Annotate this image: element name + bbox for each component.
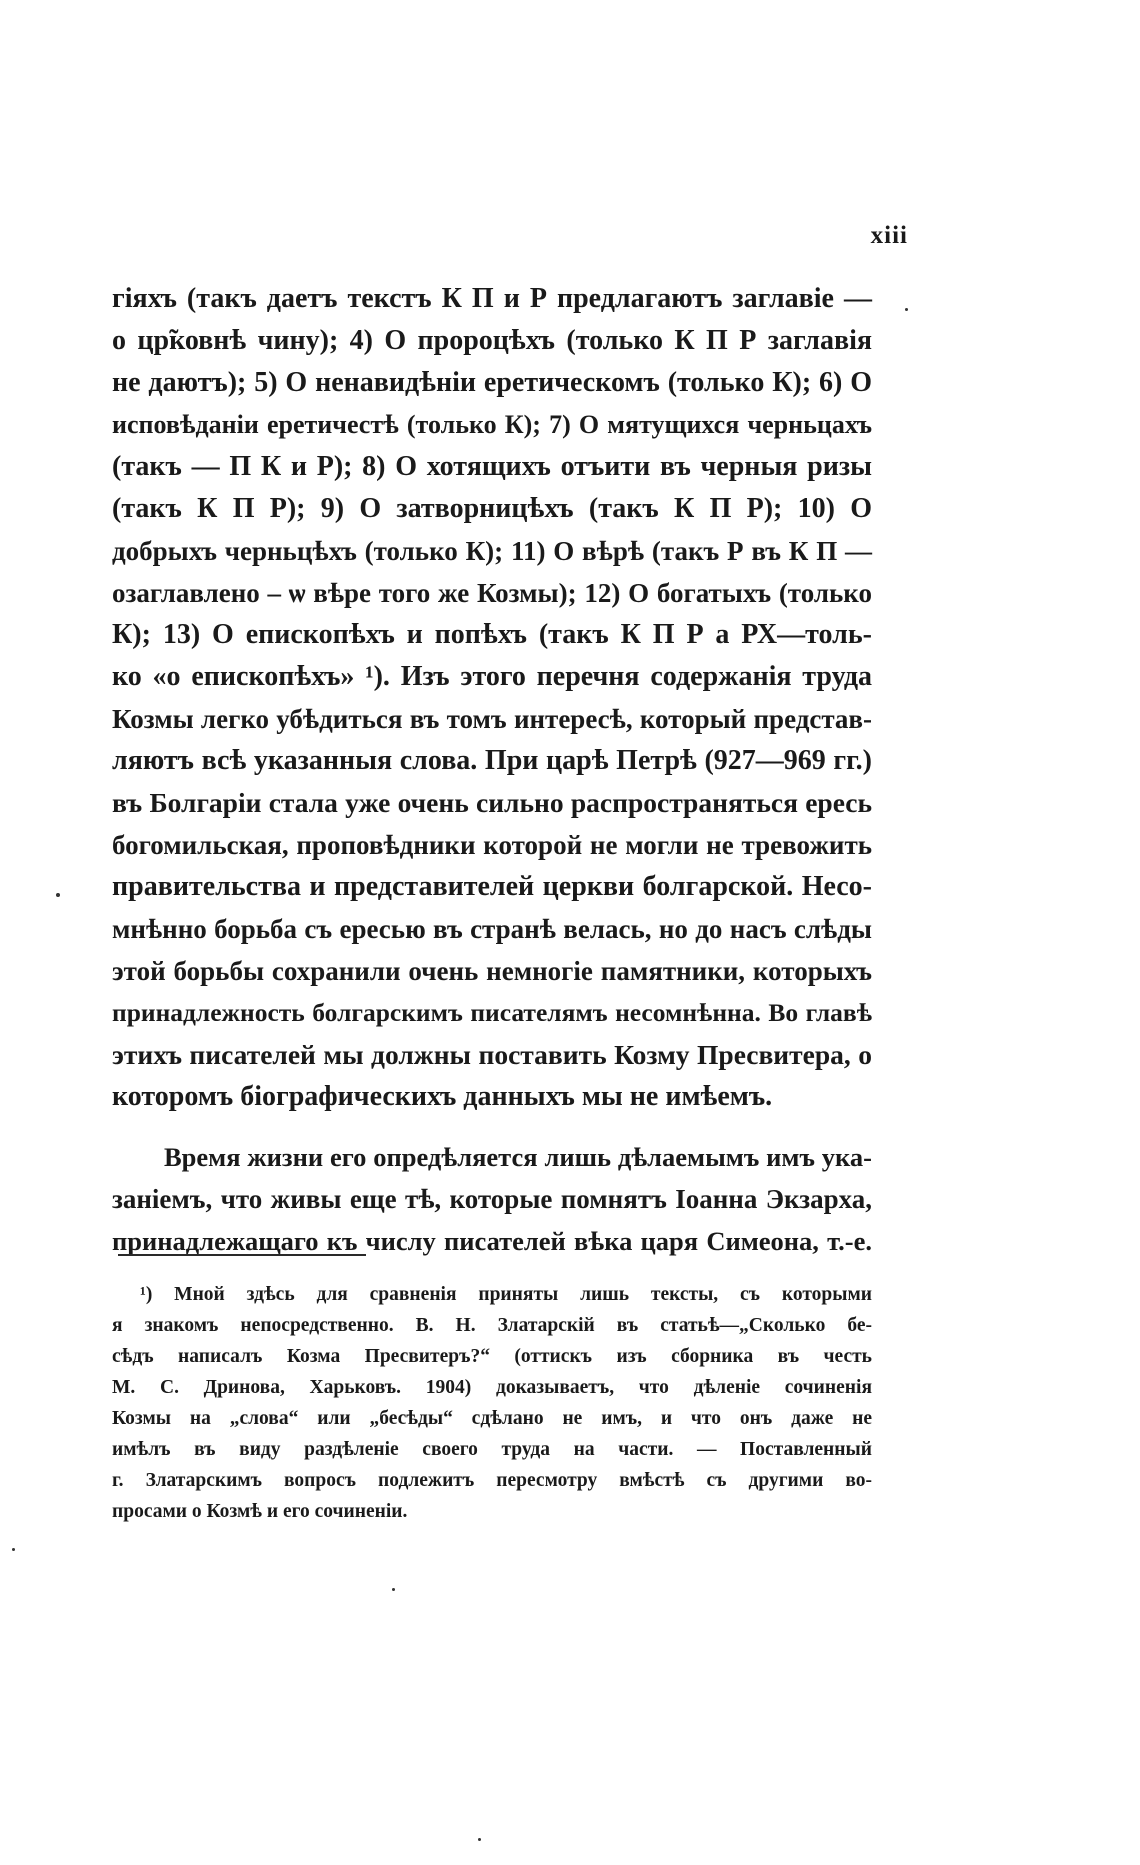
text-line: ляютъ всѣ указанныя слова. При царѣ Петрѣ (927—969 гг.) (112, 745, 872, 776)
main-text (112, 278, 872, 1262)
footnote-line: я знакомъ непосредственно. В. Н. Златарскій въ статьѣ—„Сколько бе- (112, 1315, 872, 1336)
text-line: исповѣданіи еретичестѣ (только К); 7) О мятущихся черньцахъ (112, 410, 872, 439)
scan-speck (12, 1548, 15, 1551)
footnote-line: просами о Козмѣ и его сочиненіи. (112, 1501, 408, 1522)
text-line: принадлежность болгарскимъ писателямъ несомнѣнна. Во главѣ (112, 998, 872, 1027)
footnote-line: ¹) Мной здѣсь для сравненія приняты лишь тексты, съ которыми (140, 1284, 872, 1305)
text-line: этой борьбы сохранили очень немногіе памятники, которыхъ (112, 956, 872, 986)
text-line: (такъ К П Р); 9) О затворницѣхъ (такъ К П Р); 10) О (112, 493, 872, 524)
page-number: xiii (870, 222, 908, 249)
scan-speck (392, 1588, 395, 1591)
text-line: озаглавлено – ѡ вѣре того же Козмы); 12) О богатыхъ (только (112, 578, 872, 608)
footnote-line: сѣдъ написалъ Козма Пресвитеръ?“ (оттискъ изъ сборника въ честь (112, 1346, 872, 1367)
text-line: которомъ біографическихъ данныхъ мы не имѣемъ. (112, 1081, 773, 1112)
footnote-separator (118, 1254, 366, 1256)
text-line: не даютъ); 5) О ненавидѣніи еретическомъ (только К); 6) О (112, 367, 872, 398)
text-line: этихъ писателей мы должны поставить Козму Пресвитера, о (112, 1039, 872, 1070)
text-line: Время жизни его опредѣляется лишь дѣлаемымъ имъ ука- (164, 1142, 872, 1172)
text-line: ко «о епископѣхъ» ¹). Изъ этого перечня содержанія труда (112, 661, 872, 692)
text-line: принадлежащаго къ числу писателей вѣка царя Симеона, т.-е. (112, 1226, 872, 1256)
text-line: мнѣнно борьба съ ересью въ странѣ велась, но до насъ слѣды (112, 914, 872, 944)
scan-speck (56, 893, 60, 897)
text-line: гіяхъ (такъ даетъ текстъ К П и Р предлагаютъ заглавіе — (112, 283, 872, 314)
text-line: въ Болгаріи стала уже очень сильно распространяться ересь (112, 787, 872, 818)
text-line: о цр̃ковнѣ чину); 4) О пророцѣхъ (только К П Р заглавія (112, 325, 872, 356)
text-line: (такъ — П К и Р); 8) О хотящихъ отъити въ черныя ризы (112, 451, 872, 482)
text-line: богомильская, проповѣдники которой не могли не тревожить (112, 830, 872, 860)
text-line: добрыхъ черньцѣхъ (только К); 11) О вѣрѣ (такъ Р въ К П — (112, 536, 872, 566)
paragraph-gap (112, 1118, 872, 1136)
text-line: Козмы легко убѣдиться въ томъ интересѣ, который представ- (112, 704, 872, 734)
text-line: правительства и представителей церкви болгарской. Несо- (112, 871, 872, 902)
footnote-line: г. Златарскимъ вопросъ подлежитъ пересмотру вмѣстѣ съ другими во- (112, 1470, 872, 1491)
scan-speck (905, 308, 908, 311)
text-line: К); 13) О епископѣхъ и попѣхъ (такъ К П Р а РХ—толь- (112, 619, 872, 650)
footnote (112, 1279, 872, 1527)
text-line: заніемъ, что живы еще тѣ, которые помнятъ Іоанна Экзарха, (112, 1184, 872, 1214)
scan-speck (478, 1838, 481, 1841)
footnote-line: Козмы на „слова“ или „бесѣды“ сдѣлано не имъ, и что онъ даже не (112, 1408, 872, 1429)
footnote-line: имѣлъ въ виду раздѣленіе своего труда на части. — Поставленный (112, 1439, 872, 1460)
footnote-line: М. С. Дринова, Харьковъ. 1904) доказываетъ, что дѣленіе сочиненія (112, 1377, 872, 1398)
